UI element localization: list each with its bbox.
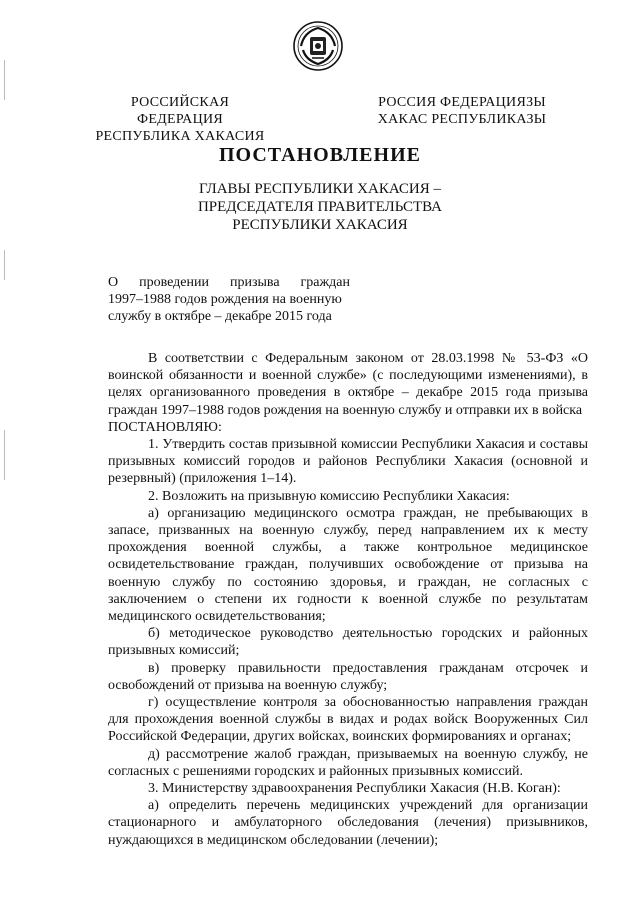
header-left-line2: РЕСПУБЛИКА ХАКАСИЯ <box>95 129 265 144</box>
scan-margin-mark <box>4 60 5 100</box>
paragraph-item-2: 2. Возложить на призывную комиссию Республики Хакасия: <box>148 488 510 504</box>
paragraph-item-2c: в) проверку правильности предоставления гражданам отсрочек и освобождений от призыва на военную службу; <box>108 660 588 693</box>
subtitle-line2: ПРЕДСЕДАТЕЛЯ ПРАВИТЕЛЬСТВА <box>197 199 443 215</box>
paragraph-item-2b: б) методическое руководство деятельностью городских и районных призывных комиссий; <box>108 626 588 659</box>
paragraph-item-3a: а) определить перечень медицинских учреждений для организации стационарного и амбулаторного обследования (лечения) призывников, нуждающихся в медицинском обследовании (лечении); <box>108 798 588 848</box>
header-right-line2: ХАКАС РЕСПУБЛИКАЗЫ <box>377 112 547 127</box>
document-body <box>108 350 588 849</box>
subtitle-line3: РЕСПУБЛИКИ ХАКАСИЯ <box>232 217 408 233</box>
scan-margin-mark <box>4 250 5 280</box>
document-title: ПОСТАНОВЛЕНИЕ <box>219 144 421 166</box>
subtitle-line1: ГЛАВЫ РЕСПУБЛИКИ ХАКАСИЯ – <box>198 181 442 197</box>
header-left-line1: РОССИЙСКАЯ ФЕДЕРАЦИЯ <box>130 95 230 127</box>
coat-of-arms-icon <box>292 20 344 72</box>
scan-margin-mark <box>4 430 5 480</box>
paragraph-preamble: В соответствии с Федеральным законом от 28.03.1998 № 53-ФЗ «О воинской обязанности и военной службе» (с последующими изменениями), в целях организованного проведения в октябре – декабре 2015 года призыва граждан 1997–1988 годов рождения на военную службу и отправки их в войска <box>108 351 588 418</box>
paragraph-item-3: 3. Министерству здравоохранения Республики Хакасия (Н.В. Коган): <box>148 781 561 797</box>
subject-line1: О проведении призыва граждан <box>108 275 350 290</box>
paragraph-item-1: 1. Утвердить состав призывной комиссии Республики Хакасия и составы призывных комиссий городов и районов Республики Хакасия (основной и резервный) (приложения 1–14). <box>108 437 588 487</box>
paragraph-item-2d: г) осуществление контроля за обоснованностью направления граждан для прохождения военной службы в видах и родах войск Вооруженных Сил Российской Федерации, других войсках, воинских формированиях и органах; <box>108 695 588 745</box>
header-russian <box>86 94 274 145</box>
paragraph-item-2e: д) рассмотрение жалоб граждан, призываемых на военную службу, не согласных с решениями городских и районных призывных комиссий. <box>108 746 588 779</box>
header-khakas <box>372 94 552 128</box>
paragraph-item-2a: а) организацию медицинского осмотра граждан, не пребывающих в запасе, призванных на военную службу, перед направлением их к месту прохождения военной службы, а также контрольное медицинское освидетельствование граждан, получивших освобождение от призыва на военную службу по состоянию здоровья, и граждан, не согласных с заключением о степени их годности к военной службе по результатам медицинского освидетельствования; <box>108 505 588 625</box>
subject-line2: 1997–1988 годов рождения на военную <box>108 292 342 307</box>
document-subject <box>108 274 350 325</box>
header-right-line1: РОССИЯ ФЕДЕРАЦИЯЗЫ <box>378 95 546 110</box>
paragraph-resolve: ПОСТАНОВЛЯЮ: <box>108 419 222 435</box>
document-subtitle <box>0 180 640 234</box>
subject-line3: службу в октябре – декабре 2015 года <box>108 309 332 324</box>
